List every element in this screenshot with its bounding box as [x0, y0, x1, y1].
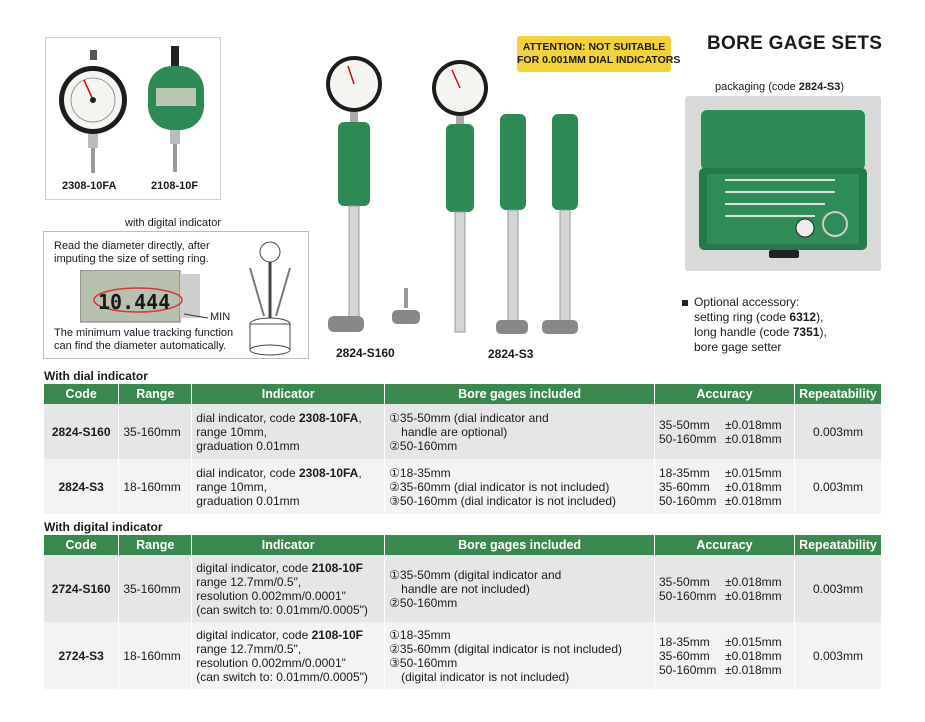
packaging-caption-code: 2824-S3	[798, 81, 841, 93]
acc-value: ±0.018mm	[725, 431, 782, 446]
acc-value: ±0.018mm	[725, 479, 782, 494]
bore-line: (digital indicator is not included)	[401, 669, 570, 684]
row-repeatability: 0.003mm	[794, 622, 881, 689]
acc-range: 35-60mm	[659, 648, 710, 663]
acc-value: ±0.018mm	[725, 588, 782, 603]
table-header-row	[44, 384, 882, 404]
header-accuracy: Accuracy	[655, 535, 795, 555]
indicator-code-2308: 2308-10FA	[62, 180, 117, 192]
ind-code: 2108-10F	[311, 560, 363, 575]
bore-line: ③50-160mm	[389, 655, 458, 670]
bore-line: ②50-160mm	[389, 595, 458, 610]
ind-prefix: dial indicator, code	[196, 465, 299, 480]
bore-gage-sets-illustration	[320, 48, 590, 348]
digital-text-1a: Read the diameter directly, after	[54, 240, 210, 252]
bore-line: handle are not included)	[401, 581, 530, 596]
header-indicator: Indicator	[192, 384, 385, 404]
acc-range: 35-50mm	[659, 417, 710, 432]
row-code: 2724-S160	[44, 555, 119, 622]
ind-code: 2308-10FA	[298, 410, 359, 425]
acc-range: 35-60mm	[659, 479, 710, 494]
ind-suffix: ,	[358, 465, 362, 480]
table-row	[44, 622, 882, 689]
ind-suffix: ,	[358, 410, 362, 425]
set-label-2824-s3: 2824-S3	[488, 347, 534, 361]
table-row	[44, 459, 882, 514]
acc-range: 50-160mm	[659, 431, 717, 446]
row-bore	[385, 555, 655, 622]
bore-line: ①18-35mm	[389, 465, 451, 480]
ind-line-2: range 10mm,	[196, 424, 267, 439]
digital-section-title: With digital indicator	[44, 520, 163, 534]
row-code: 2724-S3	[44, 622, 119, 689]
row-repeatability: 0.003mm	[794, 459, 881, 514]
row-bore	[385, 404, 655, 459]
digital-text-2a: The minimum value tracking function	[54, 327, 234, 339]
acc-value: ±0.018mm	[725, 662, 782, 677]
row-accuracy	[655, 459, 795, 514]
ind-line-3: resolution 0.002mm/0.0001"	[196, 655, 346, 670]
row-indicator	[192, 404, 385, 459]
acc-value: ±0.015mm	[725, 634, 782, 649]
attention-line-2: FOR 0.001MM DIAL INDICATORS	[517, 54, 681, 66]
accessory-l2-code: 6312	[789, 310, 817, 324]
accessory-l3-code: 7351	[792, 325, 820, 339]
ind-line-3: graduation 0.01mm	[196, 493, 300, 508]
packaging-photo	[685, 96, 881, 271]
row-indicator	[192, 459, 385, 514]
row-range: 18-160mm	[119, 459, 192, 514]
packaging-caption-suffix: )	[840, 81, 845, 93]
table-row	[44, 555, 882, 622]
acc-range: 50-160mm	[659, 662, 717, 677]
accessory-l2-suffix: ),	[816, 310, 824, 324]
ind-line-2: range 12.7mm/0.5",	[196, 641, 302, 656]
accessory-line-3	[682, 325, 827, 340]
table-row	[44, 404, 882, 459]
ind-code: 2108-10F	[311, 627, 363, 642]
bore-line: ②35-60mm (digital indicator is not included)	[389, 641, 623, 656]
acc-value: ±0.018mm	[725, 417, 782, 432]
bore-line: ②35-60mm (dial indicator is not included)	[389, 479, 610, 494]
accessory-l3-prefix: long handle (code	[694, 325, 793, 339]
row-range: 35-160mm	[119, 404, 192, 459]
acc-range: 18-35mm	[659, 465, 710, 480]
header-bore: Bore gages included	[385, 384, 655, 404]
bore-gage-usage-illustration	[236, 238, 306, 356]
bore-line: ①18-35mm	[389, 627, 451, 642]
accessory-l3-suffix: ),	[819, 325, 827, 339]
bore-line: ②50-160mm	[389, 438, 458, 453]
optional-accessory	[682, 295, 827, 355]
header-code: Code	[44, 384, 119, 404]
header-range: Range	[119, 384, 192, 404]
accessory-title: Optional accessory:	[694, 295, 800, 309]
acc-range: 50-160mm	[659, 588, 717, 603]
acc-range: 50-160mm	[659, 493, 717, 508]
ind-prefix: digital indicator, code	[196, 627, 312, 642]
header-repeatability: Repeatability	[794, 384, 881, 404]
bore-line: ①35-50mm (digital indicator and	[389, 567, 562, 582]
indicator-photos	[45, 37, 221, 200]
ind-line-4: (can switch to: 0.01mm/0.0005")	[196, 669, 368, 684]
dial-section-title: With dial indicator	[44, 369, 148, 383]
row-indicator	[192, 622, 385, 689]
acc-value: ±0.018mm	[725, 648, 782, 663]
acc-value: ±0.015mm	[725, 465, 782, 480]
header-indicator: Indicator	[192, 535, 385, 555]
row-accuracy	[655, 555, 795, 622]
table-header-row	[44, 535, 882, 555]
packaging-case-illustration	[685, 96, 881, 271]
digital-caption: with digital indicator	[125, 217, 221, 229]
digital-info-box	[43, 231, 309, 359]
row-bore	[385, 459, 655, 514]
min-label: MIN	[210, 311, 231, 323]
ind-line-3: graduation 0.01mm	[196, 438, 300, 453]
accessory-line-2	[682, 310, 827, 325]
ind-prefix: digital indicator, code	[196, 560, 312, 575]
header-range: Range	[119, 535, 192, 555]
ind-line-2: range 12.7mm/0.5",	[196, 574, 302, 589]
lcd-value: 10.444	[98, 290, 171, 314]
row-code: 2824-S160	[44, 404, 119, 459]
acc-range: 18-35mm	[659, 634, 710, 649]
row-indicator	[192, 555, 385, 622]
bore-line: ③50-160mm (dial indicator is not included)	[389, 493, 617, 508]
indicator-illustration	[46, 38, 222, 201]
row-code: 2824-S3	[44, 459, 119, 514]
bore-line: handle are optional)	[401, 424, 508, 439]
packaging-caption-prefix: packaging (code	[715, 81, 799, 93]
row-range: 35-160mm	[119, 555, 192, 622]
digital-text-2b: can find the diameter automatically.	[54, 340, 227, 352]
row-accuracy	[655, 622, 795, 689]
page-title: BORE GAGE SETS	[707, 33, 883, 54]
ind-line-3: resolution 0.002mm/0.0001"	[196, 588, 346, 603]
attention-line-1: ATTENTION: NOT SUITABLE	[522, 41, 666, 53]
bore-line: ①35-50mm (dial indicator and	[389, 410, 549, 425]
digital-text-1b: imputing the size of setting ring.	[54, 253, 209, 265]
header-repeatability: Repeatability	[794, 535, 881, 555]
ind-code: 2308-10FA	[298, 465, 359, 480]
ind-line-2: range 10mm,	[196, 479, 267, 494]
row-range: 18-160mm	[119, 622, 192, 689]
set-label-2824-s160: 2824-S160	[336, 346, 395, 360]
indicator-code-2108: 2108-10F	[151, 180, 199, 192]
header-accuracy: Accuracy	[655, 384, 795, 404]
ind-line-4: (can switch to: 0.01mm/0.0005")	[196, 602, 368, 617]
digital-indicator-table	[44, 535, 882, 689]
dial-indicator-table	[44, 384, 882, 514]
accessory-l2-prefix: setting ring (code	[694, 310, 790, 324]
acc-value: ±0.018mm	[725, 574, 782, 589]
acc-value: ±0.018mm	[725, 493, 782, 508]
accessory-line-4: bore gage setter	[694, 340, 782, 354]
bullet-icon	[682, 300, 688, 306]
row-repeatability: 0.003mm	[794, 555, 881, 622]
row-accuracy	[655, 404, 795, 459]
header-bore: Bore gages included	[385, 535, 655, 555]
header-code: Code	[44, 535, 119, 555]
packaging-caption	[715, 81, 844, 93]
row-bore	[385, 622, 655, 689]
ind-prefix: dial indicator, code	[196, 410, 299, 425]
row-repeatability: 0.003mm	[794, 404, 881, 459]
acc-range: 35-50mm	[659, 574, 710, 589]
